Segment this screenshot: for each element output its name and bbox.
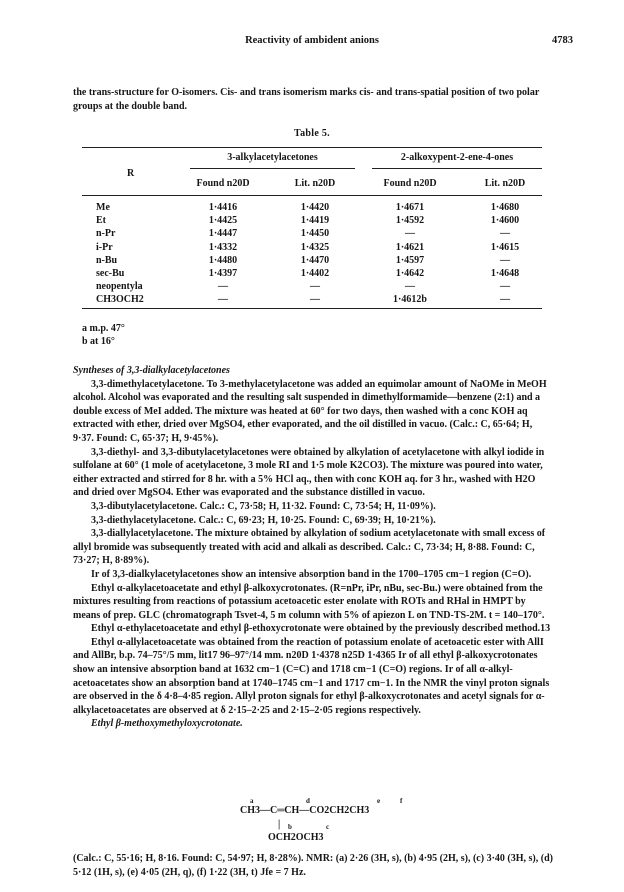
structure-bond: | <box>278 819 281 830</box>
table-cell: — <box>405 228 415 240</box>
table-cell: 1·4425 <box>208 215 238 227</box>
group-header-alkoxypentenones: 2-alkoxypent-2-ene-4-ones <box>400 152 514 163</box>
running-header-title: Reactivity of ambident anions <box>245 35 379 46</box>
table-cell: 1·4450 <box>300 228 330 240</box>
table-cell: 1·4419 <box>300 215 330 227</box>
table-row-label: i-Pr <box>96 241 113 253</box>
table-cell: 1·4600 <box>490 215 520 227</box>
table-cell: 1·4325 <box>300 241 330 253</box>
footnote-b: b at 16° <box>82 336 115 347</box>
table-cell: 1·4597 <box>395 254 425 266</box>
group-rule-left <box>190 168 355 169</box>
table-cell: — <box>500 254 510 266</box>
paragraph: Ethyl α-ethylacetoacetate and ethyl β-ethoxycrotonate were obtained by the previously described method.13 <box>91 623 551 635</box>
paragraph: 3,3-dibutylacetylacetone. Calc.: C, 73·58; H, 11·32. Found: C, 73·54; H, 11·09%). <box>91 500 436 512</box>
table-cell: 1·4470 <box>300 254 330 266</box>
table-cell: 1·4615 <box>490 241 520 253</box>
table-cell: — <box>310 281 320 293</box>
table-title: Table 5. <box>294 128 330 139</box>
table-cell: 1·4621 <box>395 241 425 253</box>
table-top-rule <box>82 147 542 148</box>
table-cell: 1·4648 <box>490 268 520 279</box>
table-cell: 1·4420 <box>300 202 330 213</box>
table-row-label: CH3OCH2 <box>96 294 144 306</box>
atom-label-f: f <box>400 797 403 805</box>
table-cell: — <box>405 281 415 293</box>
section-heading: Syntheses of 3,3-dialkylacetylacetones <box>73 365 230 376</box>
table-cell: 1·4680 <box>490 202 520 213</box>
table-row-label: sec-Bu <box>96 268 125 279</box>
structure-substituent: OCH2OCH3 <box>268 832 324 843</box>
table-cell: 1·4480 <box>208 254 238 266</box>
paragraph: 3,3-diethyl- and 3,3-dibutylacetylacetones were obtained by alkylation of acetylacetone with alkyl iodide in sulfolane at 60° (1 mole of acetylacetone, 3 mole RI and 1·5 mole K2CO3). The mixture was poured into water, either extracted and stirred for 8 hr. with a 5% HCl aq., then with conc KOH aq. for 3 hr., washed with H2O and dried over MgSO4. Ether was evaporated and the substance distilled in vacuo. <box>73 446 545 499</box>
page-number: 4783 <box>552 35 573 46</box>
subheader-lit-1: Lit. n20D <box>294 178 336 189</box>
paragraph: Ethyl β-methoxymethyloxycrotonate. <box>91 718 243 730</box>
closing-paragraph: (Calc.: C, 55·16; H, 8·16. Found: C, 54·97; H, 8·28%). NMR: (a) 2·26 (3H, s), (b) 4·95 (2H, s), (c) 3·40 (3H, s), (d) 5·12 (1H, s), (e) 4·05 (2H, q), (f) 1·22 (3H, t) Jfe = 7 Hz. <box>73 853 553 878</box>
subheader-found-2: Found n20D <box>383 178 437 189</box>
intro-paragraph: the trans-structure for O-isomers. Cis- and trans isomerism marks cis- and trans-spatial position of two polar groups at the double band. <box>73 87 540 112</box>
table-cell: 1·4447 <box>208 228 238 240</box>
atom-label-b: b <box>288 823 292 831</box>
table-cell: 1·4332 <box>208 241 238 253</box>
row-header: R <box>127 168 135 179</box>
footnote-a: a m.p. 47° <box>82 323 125 334</box>
table-cell: 1·4671 <box>395 202 425 213</box>
table-cell: 1·4416 <box>208 202 238 213</box>
paragraph: Ir of 3,3-dialkylacetylacetones show an intensive absorption band in the 1700–1705 cm−1 region (C=O). <box>91 568 532 580</box>
table-cell: — <box>500 281 510 293</box>
table-row-label: n-Pr <box>96 228 116 240</box>
body-text <box>73 364 553 731</box>
table-row-label: neopentyla <box>96 281 143 293</box>
table-row-label: Et <box>96 215 106 227</box>
table-row-label: n-Bu <box>96 254 118 266</box>
subheader-lit-2: Lit. n20D <box>484 178 526 189</box>
table-header-rule <box>82 195 542 196</box>
group-rule-right <box>372 168 542 169</box>
table-cell: — <box>218 281 228 293</box>
atom-label-a: a <box>250 797 254 805</box>
table-cell: 1·4592 <box>395 215 425 227</box>
atom-label-d: d <box>306 797 310 805</box>
group-header-alkylacetylacetones: 3-alkylacetylacetones <box>227 152 318 163</box>
table-bottom-rule <box>82 308 542 309</box>
table-cell: — <box>500 294 510 306</box>
table-cell: 1·4397 <box>208 268 238 279</box>
table-cell: — <box>218 294 228 306</box>
paragraph: 3,3-diallylacetylacetone. The mixture obtained by alkylation of sodium acetylacetonate with small excess of allyl bromide was subsequently treated with acid and alkali as described. Calc.: C, 73·34; H, 8·88. Found: C, 73·27; H, 8·89%). <box>73 528 546 567</box>
paragraph: Ethyl α-alkylacetoacetate and ethyl β-alkoxycrotonates. (R=nPr, iPr, nBu, sec-Bu.) were obtained from the mixtures resulting from reactions of potassium acetoacetic ester enolate with ROTs and RHal in HMPT by means of prep. GLC (chromatograph Tsvet-4, 5 m column with 5% of apiezon L on TND-TS-2M. t = 140–170°. <box>73 582 545 621</box>
paragraph: 3,3-diethylacetylacetone. Calc.: C, 69·23; H, 10·25. Found: C, 69·39; H, 10·21%). <box>91 514 436 526</box>
structure-main-chain: CH3—C═CH—CO2CH2CH3 <box>240 805 370 816</box>
table-cell: 1·4642 <box>395 268 425 279</box>
table-cell: — <box>500 228 510 240</box>
subheader-found-1: Found n20D <box>196 178 250 189</box>
table-cell: 1·4402 <box>300 268 330 279</box>
table-row-label: Me <box>96 202 110 213</box>
table-cell: — <box>310 294 320 306</box>
paragraph: 3,3-dimethylacetylacetone. To 3-methylacetylacetone was added an equimolar amount of NaOMe in MeOH alcohol. Alcohol was evaporated and the resulting salt suspended in dimethylformamide—benzene (2:1) and a double excess of MeI added. The mixture was heated at 60° for two days, then washed with a conc KOH aq extracted with ether, dried over MgSO4, ether evaporated, and the oil distilled in vacuo. (Calc.: C, 65·64; H, 9·37. Found: C, 65·37; H, 9·45%). <box>73 378 547 444</box>
table-cell: 1·4612b <box>393 294 427 306</box>
paragraph: Ethyl α-allylacetoacetate was obtained from the reaction of potassium enolate of acetoacetic ester with AllI and AllBr, b.p. 74–75°/5 mm, lit17 96–97°/14 mm. n20D 1·4378 n25D 1·4365 Ir of all ethyl β-alkoxycrotonates show an intensive absorption band at 1632 cm−1 (C=C) and 1718 cm−1 (C=O) regions. Ir of all α-alkyl-acetoacetates show an absorption band at 1740–1745 cm−1 and 1717 cm−1. In the NMR the vinyl proton signals are observed in the δ 4·8–4·85 region. Allyl proton signals for ethyl β-alkoxycrotonates and acetyl signals for α-alkylacetoacetates are observed at δ 2·15–2·25 and 2·15–2·05 regions respectively. <box>73 636 550 716</box>
atom-label-e: e <box>377 797 381 805</box>
atom-label-c: c <box>326 823 330 831</box>
